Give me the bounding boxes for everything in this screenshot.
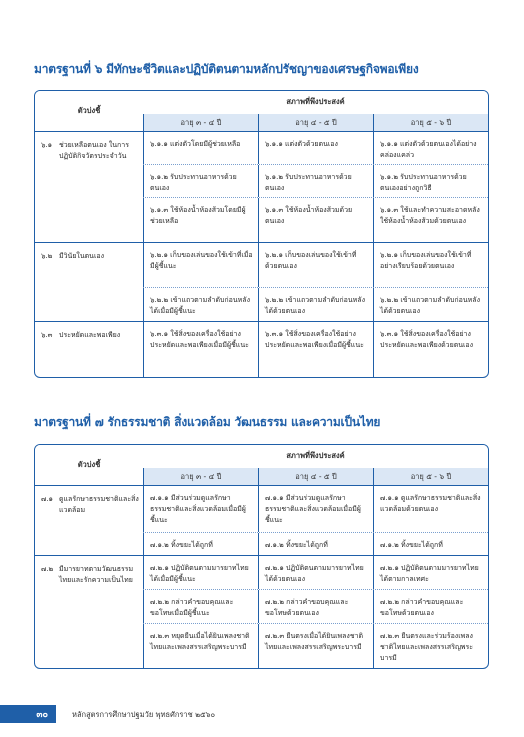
cell-age-5-6: ๖.๒.๒ เข้าแถวตามลำดับก่อนหลังได้ด้วยตนเอง [373, 288, 488, 321]
indicator-number: ๖.๒ [41, 252, 53, 260]
cell-age-4-5: ๗.๒.๓ ยืนตรงเมื่อได้ยินเพลงชาติไทยและเพลงสรรเสริญพระบารมี [258, 624, 373, 668]
sub-rows [143, 243, 488, 321]
standard-6-table [34, 90, 489, 378]
age-5-6: อายุ ๕ - ๖ ปี [373, 114, 488, 131]
indicator-number: ๖.๑ [41, 141, 53, 149]
sub-row [143, 556, 488, 589]
cell-age-5-6: ๗.๒.๒ กล่าวคำขอบคุณและขอโทษด้วยตนเอง [373, 590, 488, 623]
standard-6-title: มาตรฐานที่ ๖ มีทักษะชีวิตและปฏิบัติตนตามหลักปรัชญาของเศรษฐกิจพอเพียง [34, 62, 419, 76]
cell-age-5-6: ๗.๒.๑ ปฏิบัติตนตามมารยาทไทยได้ตามกาลเทศะ [373, 556, 488, 589]
cell-age-4-5: ๖.๑.๑ แต่งตัวด้วยตนเอง [258, 132, 373, 164]
cell-age-3-4: ๖.๒.๑ เก็บของเล่นของใช้เข้าที่เมื่อมีผู้ชี้แนะ [143, 243, 258, 287]
indicator-cell [35, 556, 143, 668]
cell-age-3-4: ๖.๒.๒ เข้าแถวตามลำดับก่อนหลังได้เมื่อมีผู้ชี้แนะ [143, 288, 258, 321]
indicator-cell [35, 243, 143, 321]
sub-row [143, 132, 488, 164]
sub-row [143, 322, 488, 377]
cell-age-4-5: ๗.๒.๒ กล่าวคำขอบคุณและขอโทษด้วยตนเอง [258, 590, 373, 623]
indicator-cell [35, 132, 143, 242]
header-indicator: ตัวบ่งชี้ [77, 460, 101, 469]
cell-age-3-4: ๗.๒.๓ หยุดยืนเมื่อได้ยินเพลงชาติไทยและเพลงสรรเสริญพระบารมี [143, 624, 258, 668]
cell-age-4-5: ๗.๑.๒ ทิ้งขยะได้ถูกที่ [258, 533, 373, 555]
header-indicator: ตัวบ่งชี้ [77, 106, 101, 115]
indicator-cell [35, 486, 143, 555]
table-header [35, 445, 488, 485]
header-right [143, 91, 488, 131]
indicator-number: ๗.๒ [41, 565, 54, 573]
cell-age-4-5: ๖.๑.๓ ใช้ห้องน้ำห้องส้วมด้วยตนเอง [258, 198, 373, 242]
header-desired: สภาพที่พึงประสงค์ [286, 97, 345, 106]
indicator-text: ประหยัดและพอเพียง [59, 331, 121, 339]
cell-age-4-5: ๖.๒.๑ เก็บของเล่นของใช้เข้าที่ด้วยตนเอง [258, 243, 373, 287]
cell-age-5-6: ๖.๑.๒ รับประทานอาหารด้วยตนเองอย่างถูกวิธี [373, 165, 488, 197]
footer-text: หลักสูตรการศึกษาปฐมวัย พุทธศักราช ๒๕๖๐ [72, 710, 216, 719]
cell-age-5-6: ๖.๒.๑ เก็บของเล่นของใช้เข้าที่อย่างเรียบร้อยด้วยตนเอง [373, 243, 488, 287]
cell-age-5-6: ๗.๑.๑ ดูแลรักษาธรรมชาติและสิ่งแวดล้อมด้วยตนเอง [373, 486, 488, 532]
cell-age-5-6: ๗.๒.๓ ยืนตรงและร่วมร้องเพลงชาติไทยและเพลงสรรเสริญพระบารมี [373, 624, 488, 668]
sub-rows [143, 322, 488, 377]
indicator-row-7-2 [35, 555, 488, 668]
cell-age-5-6: ๗.๑.๒ ทิ้งขยะได้ถูกที่ [373, 533, 488, 555]
indicator-row-7-1 [35, 485, 488, 555]
age-3-4: อายุ ๓ - ๔ ปี [143, 468, 258, 485]
indicator-text: ช่วยเหลือตนเอง ในการปฏิบัติกิจวัตรประจำวัน [59, 141, 129, 160]
sub-row [143, 197, 488, 242]
sub-rows [143, 132, 488, 242]
cell-age-3-4: ๖.๑.๒ รับประทานอาหารด้วยตนเอง [143, 165, 258, 197]
indicator-number: ๖.๓ [41, 331, 53, 339]
header-right [143, 445, 488, 485]
sub-row [143, 486, 488, 532]
header-desired: สภาพที่พึงประสงค์ [286, 451, 345, 460]
cell-age-4-5: ๖.๓.๑ ใช้สิ่งของเครื่องใช้อย่างประหยัดและพอเพียงเมื่อมีผู้ชี้แนะ [258, 322, 373, 377]
sub-row [143, 532, 488, 555]
indicator-number: ๗.๑ [41, 495, 53, 503]
cell-age-5-6: ๖.๓.๑ ใช้สิ่งของเครื่องใช้อย่างประหยัดและพอเพียงด้วยตนเอง [373, 322, 488, 377]
age-row [143, 114, 488, 131]
indicator-text: มีวินัยในตนเอง [59, 252, 104, 260]
sub-rows [143, 486, 488, 555]
sub-row [143, 243, 488, 287]
age-4-5: อายุ ๔ - ๕ ปี [258, 114, 373, 131]
cell-age-4-5: ๗.๒.๑ ปฏิบัติตนตามมารยาทไทยได้ด้วยตนเอง [258, 556, 373, 589]
cell-age-3-4: ๗.๑.๒ ทิ้งขยะได้ถูกที่ [143, 533, 258, 555]
cell-age-3-4: ๗.๒.๑ ปฏิบัติตนตามมารยาทไทยได้เมื่อมีผู้ชี้แนะ [143, 556, 258, 589]
age-row [143, 468, 488, 485]
age-5-6: อายุ ๕ - ๖ ปี [373, 468, 488, 485]
sub-row [143, 623, 488, 668]
indicator-row-6-3 [35, 321, 488, 377]
cell-age-3-4: ๖.๑.๑ แต่งตัวโดยมีผู้ช่วยเหลือ [143, 132, 258, 164]
cell-age-3-4: ๗.๒.๒ กล่าวคำขอบคุณและขอโทษเมื่อมีผู้ชี้แนะ [143, 590, 258, 623]
cell-age-3-4: ๖.๑.๓ ใช้ห้องน้ำห้องส้วมโดยมีผู้ช่วยเหลือ [143, 198, 258, 242]
cell-age-3-4: ๗.๑.๑ มีส่วนร่วมดูแลรักษาธรรมชาติและสิ่งแวดล้อมเมื่อมีผู้ชี้แนะ [143, 486, 258, 532]
cell-age-4-5: ๗.๑.๑ มีส่วนร่วมดูแลรักษาธรรมชาติและสิ่งแวดล้อมเมื่อมีผู้ชี้แนะ [258, 486, 373, 532]
sub-row [143, 287, 488, 321]
cell-age-3-4: ๖.๓.๑ ใช้สิ่งของเครื่องใช้อย่างประหยัดและพอเพียงเมื่อมีผู้ชี้แนะ [143, 322, 258, 377]
standard-7-table [34, 444, 489, 669]
sub-row [143, 589, 488, 623]
cell-age-4-5: ๖.๒.๒ เข้าแถวตามลำดับก่อนหลังได้ด้วยตนเอง [258, 288, 373, 321]
indicator-cell [35, 322, 143, 377]
cell-age-4-5: ๖.๑.๒ รับประทานอาหารด้วยตนเอง [258, 165, 373, 197]
table-header [35, 91, 488, 131]
indicator-text: ดูแลรักษาธรรมชาติและสิ่งแวดล้อม [59, 495, 139, 514]
indicator-row-6-1 [35, 131, 488, 242]
cell-age-5-6: ๖.๑.๑ แต่งตัวด้วยตนเองได้อย่างคล่องแคล่ว [373, 132, 488, 164]
age-3-4: อายุ ๓ - ๔ ปี [143, 114, 258, 131]
indicator-text: มีมารยาทตามวัฒนธรรมไทยและรักความเป็นไทย [59, 565, 134, 584]
sub-row [143, 164, 488, 197]
sub-rows [143, 556, 488, 668]
age-4-5: อายุ ๔ - ๕ ปี [258, 468, 373, 485]
indicator-row-6-2 [35, 242, 488, 321]
standard-7-title: มาตรฐานที่ ๗ รักธรรมชาติ สิ่งแวดล้อม วัฒนธรรม และความเป็นไทย [34, 415, 381, 429]
page-number: ๓๐ [0, 705, 56, 723]
cell-age-5-6: ๖.๑.๓ ใช้และทำความสะอาดหลังใช้ห้องน้ำห้องส้วมด้วยตนเอง [373, 198, 488, 242]
